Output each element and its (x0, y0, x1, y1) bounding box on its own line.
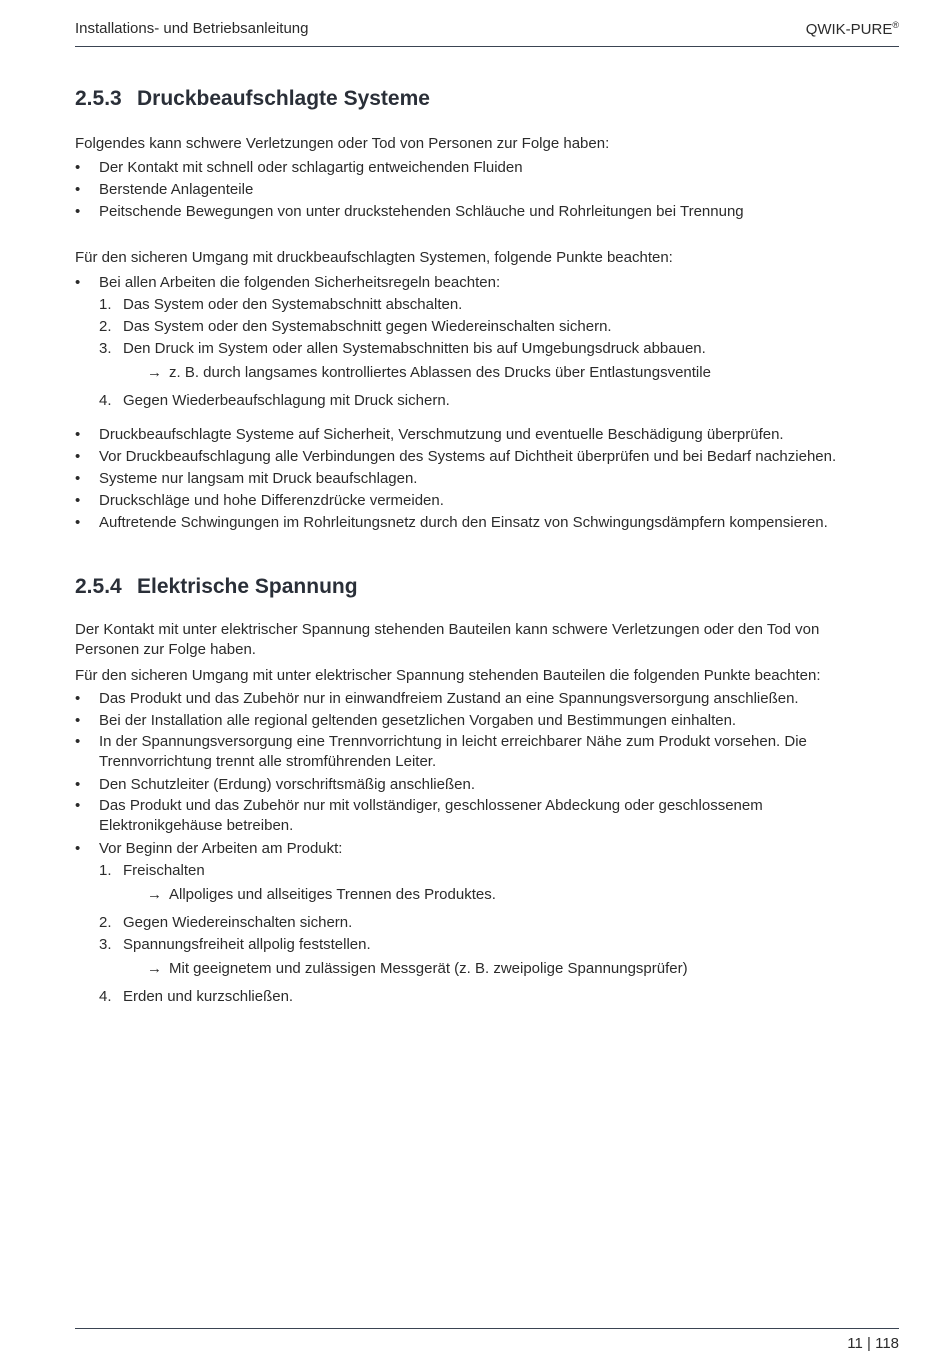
step (99, 860, 899, 906)
step-text: Erden und kurzschließen. (123, 988, 294, 1005)
page-footer (75, 1328, 899, 1352)
result-text: Allpoliges und allseitiges Trennen des Produktes. (169, 886, 496, 903)
step-text: Spannungsfreiheit allpolig feststellen. (123, 936, 371, 953)
list-item: • Druckschläge und hohe Differenzdrücke vermeiden. (75, 490, 899, 512)
step-number: 4. (99, 988, 112, 1005)
step-result (123, 958, 899, 980)
section-heading-2-5-3 (75, 85, 899, 113)
step-number: 3. (99, 340, 112, 357)
section-title: Elektrische Spannung (137, 575, 358, 598)
paragraph: Für den sicheren Umgang mit unter elektrischer Spannung stehenden Bauteilen die folgenden Punkte beachten: (75, 667, 821, 684)
paragraph: Der Kontakt mit unter elektrischer Spannung stehenden Bauteilen kann schwere Verletzungen oder den Tod von Personen zur Folge haben. (75, 621, 820, 658)
list-item: • Druckbeaufschlagte Systeme auf Sicherheit, Verschmutzung und eventuelle Beschädigung überprüfen. (75, 424, 899, 446)
list-item: • Berstende Anlagenteile (75, 179, 899, 201)
step-number: 2. (99, 914, 112, 931)
section-number: 2.5.3 (75, 87, 122, 110)
step-number: 4. (99, 392, 112, 409)
product-name (806, 20, 899, 38)
step-result (123, 884, 899, 906)
step-text: Das System oder den Systemabschnitt abschalten. (123, 296, 463, 313)
electrical-steps (99, 860, 899, 1008)
list-item: • Vor Druckbeaufschlagung alle Verbindungen des Systems auf Dichtheit überprüfen und bei Bedarf nachziehen. (75, 446, 899, 468)
step-text: Gegen Wiederbeaufschlagung mit Druck sichern. (123, 392, 450, 409)
list-item: • Den Schutzleiter (Erdung) vorschriftsmäßig anschließen. (75, 774, 899, 796)
list-item: • Peitschende Bewegungen von unter druckstehenden Schläuche und Rohrleitungen bei Trennung (75, 201, 899, 223)
list-item: • Der Kontakt mit schnell oder schlagartig entweichenden Fluiden (75, 157, 899, 179)
result-text: Mit geeignetem und zulässigen Messgerät (z. B. zweipolige Spannungsprüfer) (169, 960, 688, 977)
paragraph: Für den sicheren Umgang mit druckbeaufschlagten Systemen, folgende Punkte beachten: (75, 249, 673, 266)
list-item (75, 838, 899, 1008)
arrow-right-icon: → (147, 886, 162, 903)
step-text: Freischalten (123, 862, 205, 879)
result-text: z. B. durch langsames kontrolliertes Ablassen des Drucks über Entlastungsventile (169, 364, 711, 381)
arrow-right-icon: → (147, 960, 162, 977)
step (99, 390, 899, 412)
measures-list (75, 272, 899, 534)
page-number: 11 | 118 (847, 1335, 899, 1352)
step-number: 3. (99, 936, 112, 953)
step (99, 912, 899, 934)
list-item: • Systeme nur langsam mit Druck beaufschlagen. (75, 468, 899, 490)
list-item: • In der Spannungsversorgung eine Trennvorrichtung in leicht erreichbarer Nähe zum Produkt vorsehen. Die Trennvorrichtung trennt alle stromführenden Leiter. (75, 732, 859, 772)
paragraph: Folgendes kann schwere Verletzungen oder Tod von Personen zur Folge haben: (75, 135, 610, 152)
list-item: • Bei der Installation alle regional geltenden gesetzlichen Vorgaben und Bestimmungen einhalten. (75, 710, 899, 732)
section-title: Druckbeaufschlagte Systeme (137, 87, 430, 110)
step-number: 1. (99, 296, 112, 313)
registered-mark: ® (892, 20, 899, 30)
step-number: 1. (99, 862, 112, 879)
step (99, 986, 899, 1008)
arrow-right-icon: → (147, 364, 162, 381)
list-item: • Das Produkt und das Zubehör nur mit vollständiger, geschlossener Abdeckung oder geschlossenem Elektronikgehäuse betreiben. (75, 796, 859, 836)
step-number: 2. (99, 318, 112, 335)
section-heading-2-5-4 (75, 573, 899, 601)
step (99, 934, 899, 980)
page-header (75, 20, 899, 47)
risk-list (75, 157, 899, 223)
step-text: Das System oder den Systemabschnitt gegen Wiedereinschalten sichern. (123, 318, 612, 335)
step (99, 338, 899, 384)
step-result (123, 362, 899, 384)
page-content (75, 60, 899, 1008)
electrical-measures-list (75, 688, 899, 1008)
document-title: Installations- und Betriebsanleitung (75, 20, 309, 37)
list-item-text: Bei allen Arbeiten die folgenden Sicherheitsregeln beachten: (99, 274, 501, 291)
product-name-text: QWIK-PURE (805, 21, 893, 38)
document-page (75, 0, 899, 1360)
section-number: 2.5.4 (75, 575, 122, 598)
step (99, 316, 899, 338)
list-item: • Auftretende Schwingungen im Rohrleitungsnetz durch den Einsatz von Schwingungsdämpfern kompensieren. (75, 512, 899, 534)
step-text: Gegen Wiedereinschalten sichern. (123, 914, 353, 931)
safety-steps (99, 294, 899, 412)
list-item: • Das Produkt und das Zubehör nur in einwandfreiem Zustand an eine Spannungsversorgung anschließen. (75, 688, 899, 710)
step (99, 294, 899, 316)
step-text: Den Druck im System oder allen Systemabschnitten bis auf Umgebungsdruck abbauen. (123, 340, 706, 357)
list-item (75, 272, 899, 412)
list-item-text: Vor Beginn der Arbeiten am Produkt: (99, 840, 343, 857)
